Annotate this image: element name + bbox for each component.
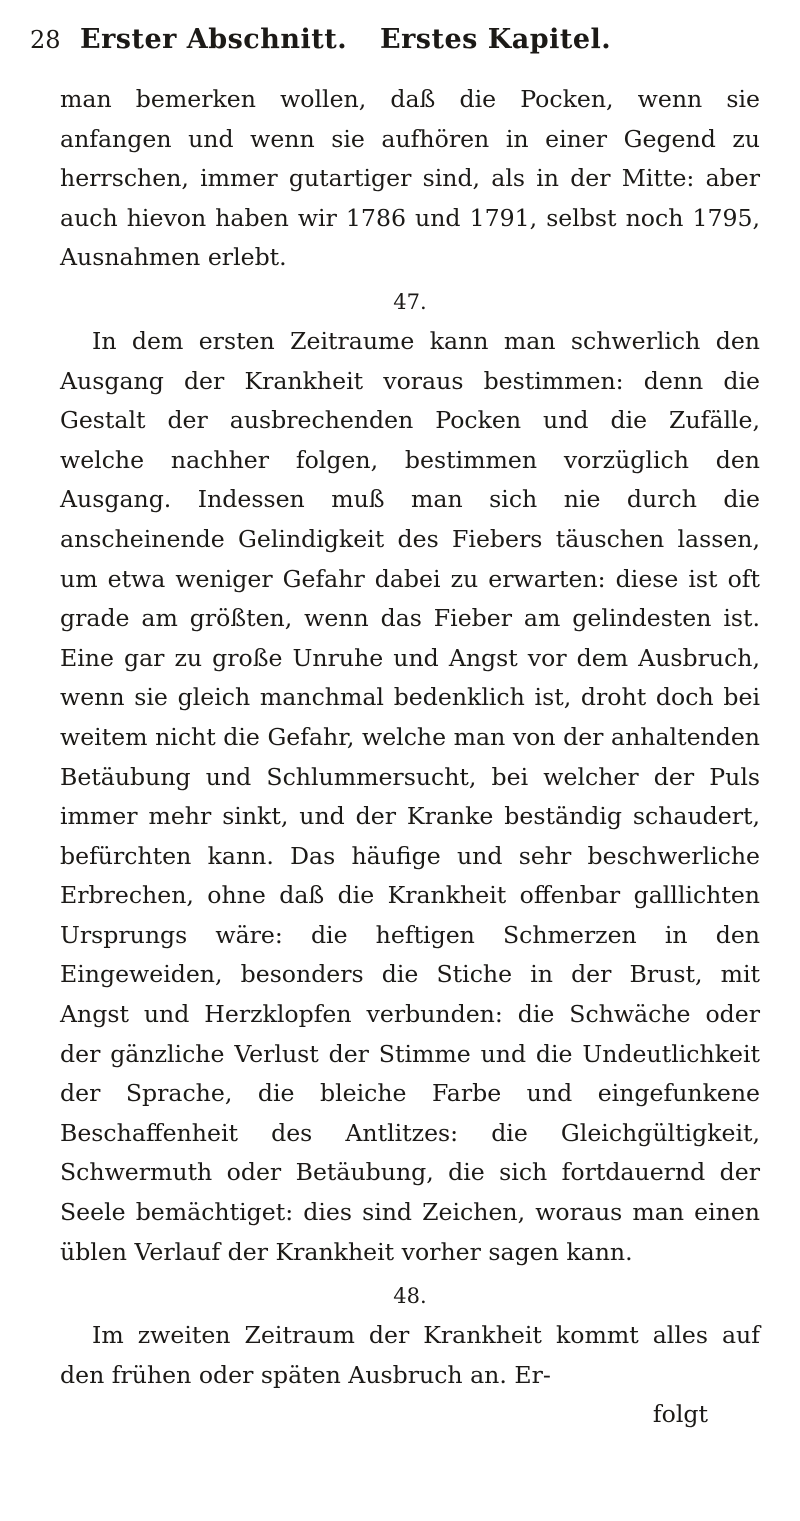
paragraph-continuation: man bemerken wollen, daß die Pocken, wenn sie anfangen und wenn sie aufhören in einer Gegend zu herrschen, immer gutartiger sind, als in der Mitte: aber auch hievon haben wir 1786 und 1791, selbst noch 1795, Ausnahmen erlebt.	[60, 85, 760, 272]
section-number-47: 47.	[393, 289, 427, 314]
section-number-48: 48.	[393, 1284, 427, 1309]
running-head-chapter: Erstes Kapitel.	[380, 24, 612, 55]
page-number: 28	[30, 26, 61, 54]
section-48-text: Im zweiten Zeitraum der Krankheit kommt alles auf den frühen oder späten Ausbruch an. Er-	[60, 1321, 760, 1389]
section-47-text: In dem ersten Zeitraume kann man schwerlich den Ausgang der Krankheit voraus bestimmen: denn die Gestalt der ausbrechenden Pocken und die Zufälle, welche nachher folgen, bestimmen vorzüglich den Ausgang. Indessen muß man sich nie durch die anscheinende Gelindigkeit des Fiebers täuschen lassen, um etwa weniger Gefahr dabei zu erwarten: diese ist oft grade am größten, wenn das Fieber am gelindesten ist. Eine gar zu große Unruhe und Angst vor dem Ausbruch, wenn sie gleich manchmal bedenklich ist, droht doch bei weitem nicht die Gefahr, welche man von der anhaltenden Betäubung und Schlummersucht, bei welcher der Puls immer mehr sinkt, und der Kranke beständig schaudert, befürchten kann. Das häufige und sehr beschwerliche Erbrechen, ohne daß die Krankheit offenbar galllichten Ursprungs wäre: die heftigen Schmerzen in den Eingeweiden, besonders die Stiche in der Brust, mit Angst und Herzklopfen verbunden: die Schwäche oder der gänzliche Verlust der Stimme und die Undeutlichkeit der Sprache, die bleiche Farbe und eingefunkene Beschaffenheit des Antlitzes: die Gleichgültigkeit, Schwermuth oder Betäubung, die sich fortdauernd der Seele bemächtiget: dies sind Zeichen, woraus man einen üblen Verlauf der Krankheit vorher sagen kann.	[60, 326, 760, 1266]
catchword: folgt	[652, 1400, 708, 1429]
running-head	[30, 14, 762, 66]
running-head-part: Erster Abschnitt.	[80, 24, 348, 55]
body-text	[60, 80, 760, 1435]
